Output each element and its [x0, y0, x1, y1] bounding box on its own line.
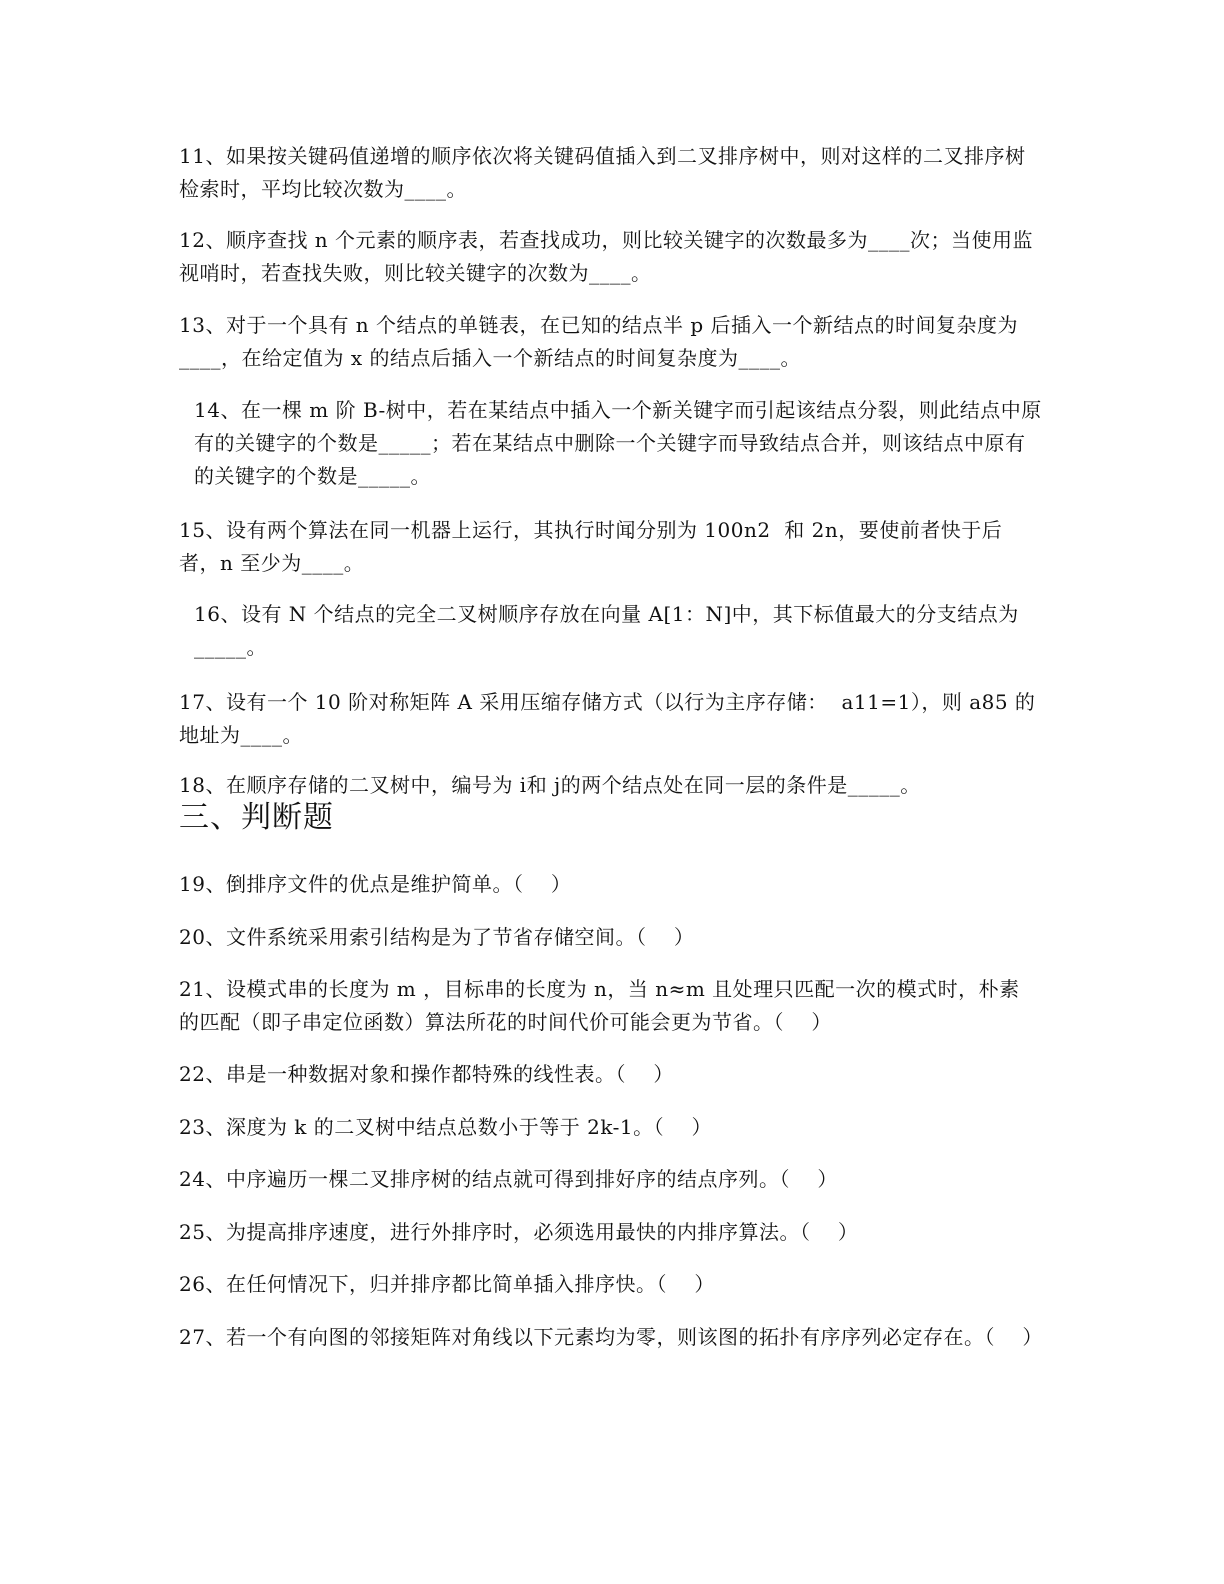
question-24: 24、中序遍历一棵二叉排序树的结点就可得到排好序的结点序列。（ ）: [179, 1167, 838, 1191]
question-20: 20、文件系统采用索引结构是为了节省存储空间。（ ）: [179, 925, 695, 949]
question-26: 26、在任何情况下，归并排序都比简单插入排序快。（ ）: [179, 1272, 715, 1296]
question-22: 22、串是一种数据对象和操作都特殊的线性表。（ ）: [179, 1062, 674, 1086]
question-17: 17、设有一个 10 阶对称矩阵 A 采用压缩存储方式（以行为主序存储： a11=1），则 a85 的地址为____。: [179, 690, 1036, 747]
question-27: 27、若一个有向图的邻接矩阵对角线以下元素均为零，则该图的拓扑有序序列必定存在。（ ）: [179, 1325, 1043, 1349]
question-14: 14、在一棵 m 阶 B-树中，若在某结点中插入一个新关键字而引起该结点分裂，则此结点中原有的关键字的个数是_____；若在某结点中删除一个关键字而导致结点合并，则该结点中原有的关键字的个数是_____。: [194, 398, 1042, 488]
question-16: 16、设有 N 个结点的完全二叉树顺序存放在向量 A[1：N]中，其下标值最大的分支结点为_____。: [194, 602, 1019, 659]
question-13: 13、对于一个具有 n 个结点的单链表，在已知的结点半 p 后插入一个新结点的时间复杂度为____，在给定值为 x 的结点后插入一个新结点的时间复杂度为____。: [179, 313, 1019, 370]
question-18: 18、在顺序存储的二叉树中，编号为 i和 j的两个结点处在同一层的条件是_____。: [179, 773, 921, 797]
question-25: 25、为提高排序速度，进行外排序时，必须选用最快的内排序算法。（ ）: [179, 1220, 859, 1244]
question-11: 11、如果按关键码值递增的顺序依次将关键码值插入到二叉排序树中，则对这样的二叉排序树检索时，平均比较次数为____。: [179, 144, 1026, 201]
section-heading-judgement: 三、判断题: [179, 800, 334, 835]
question-12: 12、顺序查找 n 个元素的顺序表，若查找成功，则比较关键字的次数最多为____次；当使用监视哨时，若查找失败，则比较关键字的次数为____。: [179, 228, 1034, 285]
question-19: 19、倒排序文件的优点是维护简单。（ ）: [179, 872, 572, 896]
question-21: 21、设模式串的长度为 m ，目标串的长度为 n，当 n≈m 且处理只匹配一次的模式时，朴素的匹配（即子串定位函数）算法所花的时间代价可能会更为节省。（ ）: [179, 977, 1020, 1034]
question-23: 23、深度为 k 的二叉树中结点总数小于等于 2k-1。（ ）: [179, 1115, 713, 1139]
question-15: 15、设有两个算法在同一机器上运行，其执行时闻分别为 100n2 和 2n，要使前者快于后者，n 至少为____。: [179, 518, 1003, 575]
